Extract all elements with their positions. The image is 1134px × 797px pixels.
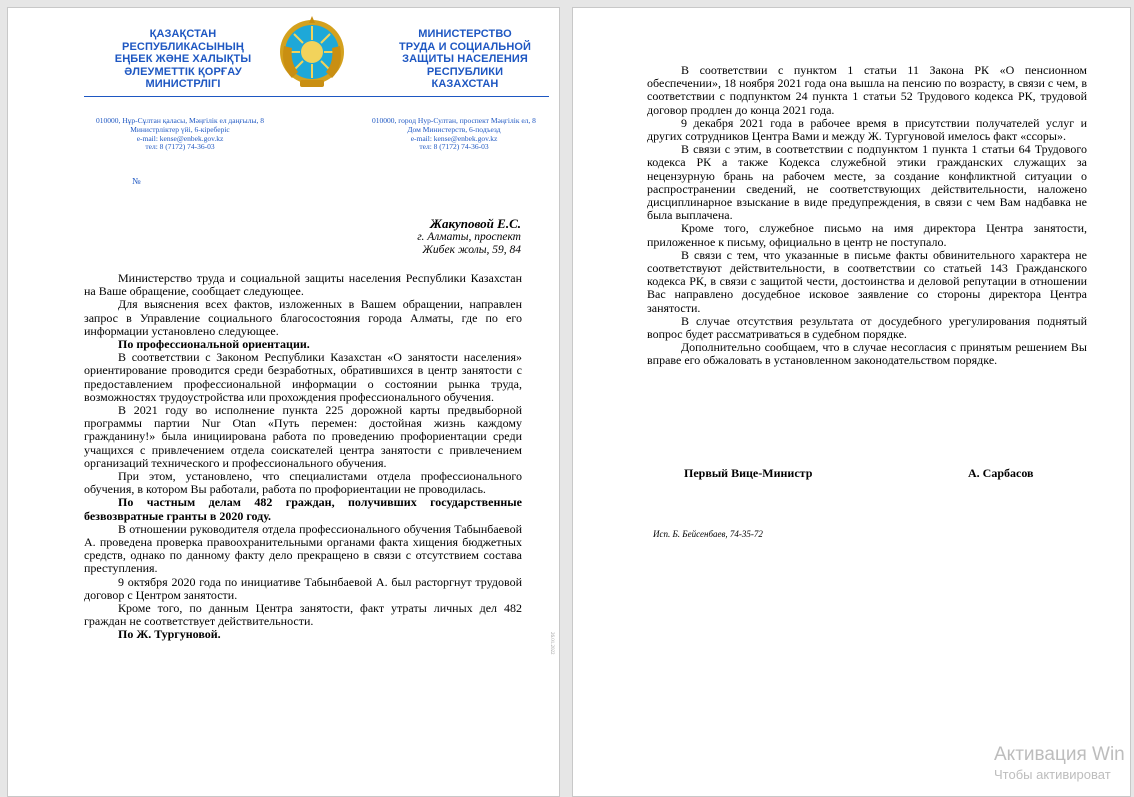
recipient-address-line-2: Жибек жолы, 59, 84 <box>422 243 521 256</box>
paragraph: Министерство труда и социальной защиты населения Республики Казахстан на Ваше обращение, сообщает следующее. <box>84 271 522 299</box>
address-ru-line: 010000, город Нур-Султан, проспект Мәңгілік ел, 8 <box>372 116 536 125</box>
letter-body-page-1 <box>84 272 522 642</box>
document-page-1 <box>7 7 560 797</box>
paragraph: В соответствии с пунктом 1 статьи 11 Закона РК «О пенсионном обеспечении», 18 ноября 2021 года она вышла на пенсию по возрасту, в связи с чем, в соответствии с подпунктом 24 пункта 1 статьи 52 Трудового кодекса РК, трудовой договор продлен до конца 2021 года. <box>647 63 1087 117</box>
header-kz-line: МИНИСТРЛІГІ <box>145 78 221 90</box>
executor-note: Исп. Б. Бейсенбаев, 74-35-72 <box>653 529 763 539</box>
header-ru-line: ТРУДА И СОЦИАЛЬНОЙ <box>398 40 532 53</box>
header-ru <box>380 28 550 91</box>
paragraph: 9 декабря 2021 года в рабочее время в присутствии получателей услуг и других сотрудников Центра Вами и между Ж. Тургуновой имелось факт «ссоры». <box>647 115 1087 144</box>
header-kz-line: ЕҢБЕК ЖӘНЕ ХАЛЫҚТЫ <box>114 53 252 65</box>
outgoing-number-mark: № <box>132 176 141 186</box>
header-ru-line: МИНИСТЕРСТВО <box>418 28 512 40</box>
paragraph: Дополнительно сообщаем, что в случае несогласия с принятым решением Вы вправе его обжаловать в установленном законодательством порядке. <box>647 340 1087 368</box>
recipient-address-line-1: г. Алматы, проспект <box>417 231 521 243</box>
side-registration-mark: 26.01.2022 <box>549 632 554 655</box>
header-kz-line: ҚАЗАҚСТАН <box>149 28 217 40</box>
paragraph: В соответствии с Законом Республики Казахстан «О занятости населения» ориентирование проводится среди безработных, обратившихся в центр занятости с предоставлением профессиональной информации о состоянии рынка труда, возможностях трудоустройства или прохождения профессионального обучения. <box>84 350 522 404</box>
address-kz-line: Министрліктер үйі, 6-кіреберіс <box>130 124 230 134</box>
paragraph: По частным делам 482 граждан, получивших государственные безвозвратные гранты в 2020 году. <box>84 495 522 523</box>
activation-subtitle: Чтобы активироват <box>994 767 1111 782</box>
header-ru-line: РЕСПУБЛИКИ <box>426 65 504 78</box>
header-kz-line: ӘЛЕУМЕТТІК ҚОРҒАУ <box>124 65 242 78</box>
signature-title: Первый Вице-Министр <box>684 466 813 480</box>
document-page-2 <box>572 7 1131 797</box>
paragraph: Кроме того, по данным Центра занятости, факт утраты личных дел 482 граждан не соответствует действительности. <box>84 601 522 629</box>
address-ru-line: тел: 8 (7172) 74-36-03 <box>419 142 489 152</box>
header-kz-line: РЕСПУБЛИКАСЫНЫҢ <box>122 40 244 53</box>
signature-name: А. Сарбасов <box>968 466 1034 480</box>
state-emblem <box>278 16 346 88</box>
header-divider <box>84 96 549 97</box>
paragraph: При этом, установлено, что специалистами отдела профессионального обучения, в котором Вы работали, работа по профориентации не проводилась. <box>84 469 522 497</box>
address-ru <box>344 117 560 152</box>
paragraph: В связи с этим, в соответствии с подпунктом 1 пункта 1 статьи 64 Трудового кодекса РК а также Кодекса служебной этики гражданских служащих за нецензурную брань на рабочем месте, за создание конфликтной ситуации о распространении сведений, не соответствующих действительности, наложено дисциплинарное взыскание в виде предупреждения, в связи с чем Вам надбавка не была выплачена. <box>647 142 1087 223</box>
letter-body-page-2 <box>647 64 1087 368</box>
recipient-block <box>417 216 521 256</box>
recipient-name: Жакуповой Е.С. <box>430 216 521 231</box>
address-kz-line: тел: 8 (7172) 74-36-03 <box>145 142 215 152</box>
paragraph: Кроме того, служебное письмо на имя директора Центра занятости, приложенное к письму, официально в центр не поступало. <box>647 221 1087 249</box>
header-ru-line: ЗАЩИТЫ НАСЕЛЕНИЯ <box>402 53 528 65</box>
paragraph: В 2021 году во исполнение пункта 225 дорожной карты предвыборной программы партии Nur Otan «Путь перемен: достойная жизнь каждому гражданину!» была инициирована работа по проведению профориентации среди учащихся с привлечением отдела соискателей центра занятости с привлечением организаций технического и профессионального обучения. <box>84 403 522 470</box>
paragraph: В связи с тем, что указанные в письме факты обвинительного характера не соответствуют действительности, в соответствии со статьей 143 Гражданского кодекса РК, в связи с защитой чести, достоинства и деловой репутации в отношении Вас направлено досудебное исковое заявление со стороны директора Центра занятости. <box>647 247 1087 315</box>
address-kz-line: e-mail: kense@enbek.gov.kz <box>136 133 224 143</box>
windows-activation-watermark <box>994 744 1125 784</box>
address-kz-line: 010000, Нұр-Сұлтан қаласы, Мәңгілік ел даңғылы, 8 <box>96 116 264 125</box>
paragraph: По Ж. Тургуновой. <box>118 627 221 642</box>
paragraph: В случае отсутствия результата от досудебного урегулирования поднятый вопрос будет рассматриваться в судебном порядке. <box>647 313 1087 342</box>
paragraph: В отношении руководителя отдела профессионального обучения Табынбаевой А. проведена проверка правоохранительными органами факта хищения бюджетных средств, однако по данному факту дело прекращено в связи с отсутствием состава преступления. <box>84 521 522 576</box>
paragraph: По профессиональной ориентации. <box>118 337 310 352</box>
address-kz <box>70 117 290 152</box>
header-kz <box>98 28 268 91</box>
header-ru-line: КАЗАХСТАН <box>431 78 499 90</box>
address-ru-line: Дом Министерств, 6-подъезд <box>407 124 501 134</box>
activation-title: Активация Win <box>994 744 1125 765</box>
address-ru-line: e-mail: kense@enbek.gov.kz <box>410 133 498 143</box>
paragraph: Для выяснения всех фактов, изложенных в Вашем обращении, направлен запрос в Управление социального благосостояния города Алматы, где по его информации установлено следующее. <box>84 297 522 338</box>
paragraph: 9 октября 2020 года по инициативе Табынбаевой А. был расторгнут трудовой договор с Центром занятости. <box>84 574 522 602</box>
